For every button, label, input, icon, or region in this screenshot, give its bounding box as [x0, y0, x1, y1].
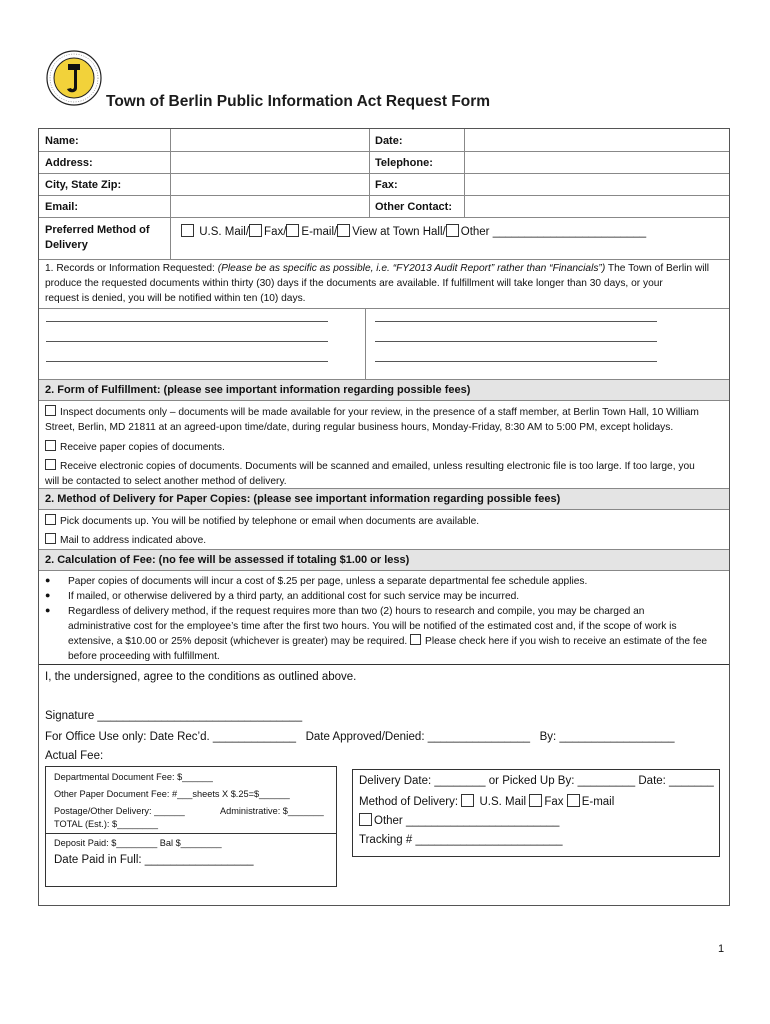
- email-checkbox[interactable]: [286, 224, 299, 237]
- delivery-info-box: [352, 769, 720, 857]
- email-label: Email:: [45, 201, 79, 213]
- fee-heading: 2. Calculation of Fee: (no fee will be assessed if totaling $1.00 or less): [39, 549, 729, 571]
- request-form: [38, 128, 730, 906]
- bullet-icon: ●: [45, 590, 51, 600]
- email-field[interactable]: [171, 195, 369, 217]
- mail-checkbox[interactable]: [181, 224, 194, 237]
- fulfillment-heading: 2. Form of Fulfillment: (please see important information regarding possible fees): [39, 379, 729, 401]
- records-line[interactable]: [46, 341, 328, 342]
- admin-fee[interactable]: Administrative: $_______: [220, 806, 324, 816]
- date-paid-full[interactable]: Date Paid in Full: _________________: [54, 854, 254, 866]
- office-use-line: For Office Use only: Date Rec’d. _____________ Date Approved/Denied: ________________ By: __________________: [45, 731, 675, 743]
- town-seal-icon: [46, 50, 102, 106]
- fee-bullet-3: Regardless of delivery method, if the request requires more than two (2) hours to research and compile, you may be charged an administrative cost for the employee’s time after the first two hours. You will be notified of the estimated cost and, if the scope of work is extensive, a $10.00 or 25% deposit (whichever is greater) may be required. Please check here if you wish to receive an estimate of the fee before proceeding with fulfillment.: [68, 606, 708, 662]
- page-number: 1: [718, 943, 725, 955]
- records-line[interactable]: [46, 321, 328, 322]
- view-town-hall-checkbox[interactable]: [337, 224, 350, 237]
- fax-field[interactable]: [465, 173, 729, 195]
- pickup-option: Pick documents up. You will be notified by telephone or email when documents are available.: [45, 514, 725, 529]
- records-requested-text: 1. Records or Information Requested: (Please be as specific as possible, i.e. “FY2013 Audit Report” rather than “Financials”) The Town of Berlin will produce the requested documents within thirty (30) days if the documents are available. If fulfillment will take longer than 30 days, or your request is denied, you will be notified within ten (10) days.: [45, 263, 710, 304]
- deposit-paid[interactable]: Deposit Paid: $________ Bal $________: [54, 838, 222, 848]
- address-label: Address:: [45, 157, 93, 169]
- postage-fee[interactable]: Postage/Other Delivery: ______: [54, 806, 185, 816]
- page-title: Town of Berlin Public Information Act Request Form: [106, 93, 491, 110]
- city-state-zip-label: City, State Zip:: [45, 179, 122, 191]
- method-other: Other ________________________: [359, 813, 559, 829]
- city-state-zip-field[interactable]: [171, 173, 369, 195]
- records-line[interactable]: [375, 341, 657, 342]
- paper-option: Receive paper copies of documents.: [45, 440, 725, 455]
- paper-copies-checkbox[interactable]: [45, 440, 56, 451]
- mail-address-checkbox[interactable]: [45, 533, 56, 544]
- records-line[interactable]: [375, 361, 657, 362]
- records-line[interactable]: [46, 361, 328, 362]
- preferred-method-options: U.S. Mail/ Fax/ E-mail/ View at Town Hall/ Other ________________________: [175, 221, 652, 241]
- agreement-text: I, the undersigned, agree to the conditions as outlined above.: [45, 671, 357, 683]
- other-contact-field[interactable]: [465, 195, 729, 217]
- electronic-copies-checkbox[interactable]: [45, 459, 56, 470]
- date-field[interactable]: [465, 129, 729, 151]
- fee-breakdown-box: [45, 766, 337, 887]
- signature-line[interactable]: Signature ________________________________: [45, 710, 303, 722]
- records-line[interactable]: [375, 321, 657, 322]
- other-checkbox[interactable]: [446, 224, 459, 237]
- actual-fee-label: Actual Fee:: [45, 750, 104, 762]
- date-label: Date:: [375, 135, 403, 147]
- mail-option: Mail to address indicated above.: [45, 533, 725, 548]
- delivery-heading: 2. Method of Delivery for Paper Copies: (please see important information regarding possible fees): [39, 488, 729, 510]
- name-label: Name:: [45, 135, 79, 147]
- inspect-option: Inspect documents only – documents will be made available for your review, in the presence of a staff member, at Berlin Town Hall, 10 William Street, Berlin, MD 21811 at an agreed-upon time/date, during regular business hours, Monday-Friday, 8:30 AM to 5:00 PM, except holidays.: [45, 407, 699, 433]
- total-fee[interactable]: TOTAL (Est.): $________: [54, 819, 159, 829]
- address-field[interactable]: [171, 151, 369, 173]
- fax-checkbox[interactable]: [249, 224, 262, 237]
- office-mail-checkbox[interactable]: [461, 794, 474, 807]
- office-email-checkbox[interactable]: [567, 794, 580, 807]
- office-other-checkbox[interactable]: [359, 813, 372, 826]
- telephone-field[interactable]: [465, 151, 729, 173]
- telephone-label: Telephone:: [375, 157, 433, 169]
- method-of-delivery: Method of Delivery: U.S. Mail Fax E-mail: [359, 796, 615, 808]
- office-fax-checkbox[interactable]: [529, 794, 542, 807]
- name-field[interactable]: [171, 129, 369, 151]
- fee-bullet-2: If mailed, or otherwise delivered by a third party, an additional cost for such service may be incurred.: [68, 591, 520, 602]
- estimate-checkbox[interactable]: [410, 634, 421, 645]
- other-paper-fee[interactable]: Other Paper Document Fee: #___sheets X $.25=$______: [54, 789, 290, 799]
- fee-bullet-1: Paper copies of documents will incur a cost of $.25 per page, unless a separate departmental fee schedule applies.: [68, 576, 588, 587]
- bullet-icon: ●: [45, 575, 51, 585]
- dept-fee[interactable]: Departmental Document Fee: $______: [54, 772, 213, 782]
- tracking-number[interactable]: Tracking # _______________________: [359, 834, 563, 846]
- preferred-method-label: Preferred Method of Delivery: [45, 224, 150, 251]
- pickup-checkbox[interactable]: [45, 514, 56, 525]
- other-contact-label: Other Contact:: [375, 201, 452, 213]
- electronic-option: Receive electronic copies of documents. Documents will be scanned and emailed, unless resulting electronic file is too large. If too large, you will be contacted to select another method of delivery.: [45, 461, 695, 487]
- bullet-icon: ●: [45, 605, 51, 615]
- delivery-date[interactable]: Delivery Date: ________ or Picked Up By: _________ Date: _______: [359, 775, 714, 787]
- fax-label: Fax:: [375, 179, 398, 191]
- inspect-checkbox[interactable]: [45, 405, 56, 416]
